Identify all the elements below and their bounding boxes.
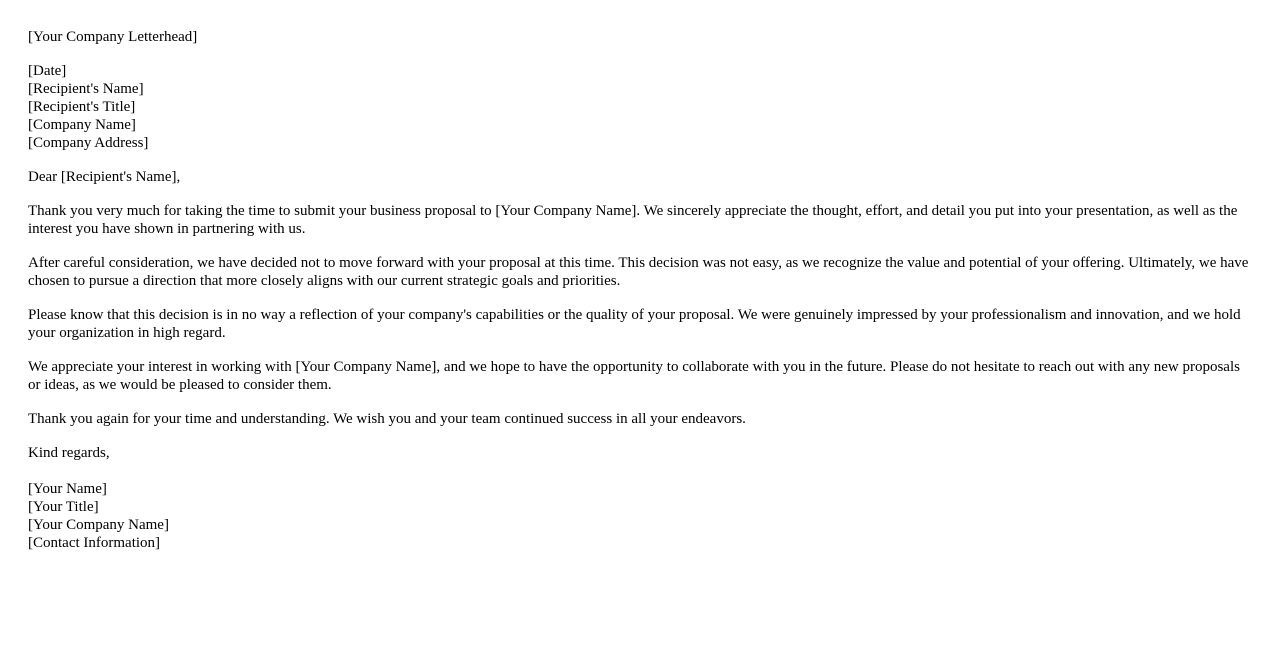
- body-paragraph-closing-thanks: Thank you again for your time and understanding. We wish you and your team continued success in all your endeavors.: [28, 411, 746, 427]
- body-paragraph-decision: After careful consideration, we have decided not to move forward with your proposal at this time. This decision was not easy, as we recognize the value and potential of your offering. Ultimately, we have chosen to pursue a direction that more closely aligns with our current strategic goals and priorities.: [28, 255, 1249, 289]
- company-address-line: [Company Address]: [28, 135, 149, 151]
- closing: Kind regards,: [28, 445, 110, 461]
- recipient-block: [28, 62, 1250, 152]
- body-paragraph-reassurance: Please know that this decision is in no way a reflection of your company's capabilities or the quality of your proposal. We were genuinely impressed by your professionalism and innovation, and we hold your organization in high regard.: [28, 307, 1241, 341]
- signature-block: [28, 480, 1250, 552]
- date-line: [Date]: [28, 63, 67, 79]
- letterhead: [Your Company Letterhead]: [28, 29, 198, 45]
- company-name-line: [Company Name]: [28, 117, 136, 133]
- signature-contact-line: [Contact Information]: [28, 535, 161, 551]
- recipient-title-line: [Recipient's Title]: [28, 99, 136, 115]
- body-paragraph-thanks: Thank you very much for taking the time to submit your business proposal to [Your Company Name]. We sincerely appreciate the thought, effort, and detail you put into your presentation, as well as the interest you have shown in partnering with us.: [28, 203, 1238, 237]
- signature-name-line: [Your Name]: [28, 481, 107, 497]
- recipient-name-line: [Recipient's Name]: [28, 81, 144, 97]
- signature-company-line: [Your Company Name]: [28, 517, 169, 533]
- salutation: Dear [Recipient's Name],: [28, 169, 181, 185]
- signature-title-line: [Your Title]: [28, 499, 99, 515]
- body-paragraph-future: We appreciate your interest in working with [Your Company Name], and we hope to have the opportunity to collaborate with you in the future. Please do not hesitate to reach out with any new proposals or ideas, as we would be pleased to consider them.: [28, 359, 1240, 393]
